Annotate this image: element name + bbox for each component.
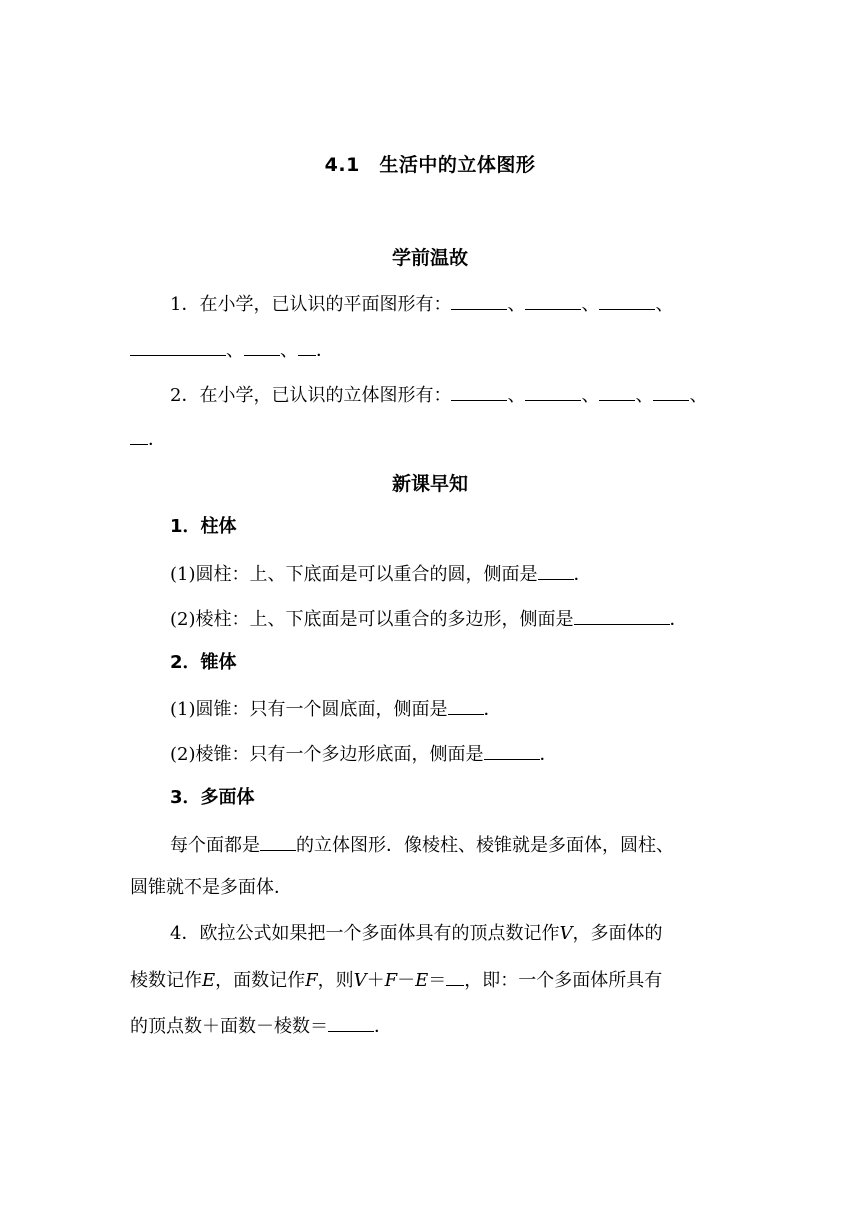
- variable-f: F: [305, 970, 318, 991]
- minus-sign: －: [397, 970, 416, 991]
- polyhedron-line1: [170, 832, 730, 858]
- answer-blank[interactable]: [599, 291, 655, 310]
- answer-blank[interactable]: [446, 967, 464, 986]
- answer-blank[interactable]: [574, 606, 670, 625]
- heading-polyhedron: 3．多面体: [170, 787, 255, 808]
- answer-blank[interactable]: [525, 291, 581, 310]
- answer-blank[interactable]: [653, 382, 689, 401]
- review-q1-line1: [170, 291, 730, 317]
- separator: ．: [148, 429, 166, 450]
- answer-blank[interactable]: [538, 561, 574, 580]
- answer-blank[interactable]: [328, 1013, 374, 1032]
- review-q1-line2: [130, 337, 730, 363]
- euler-text: ，则: [317, 970, 354, 991]
- polyhedron-line2: 圆锥就不是多面体．: [130, 877, 292, 898]
- euler-text: ，即：一个多面体所具有: [464, 970, 663, 991]
- cylinder-line: [170, 561, 730, 587]
- prism-text: (2)棱柱：上、下底面是可以重合的多边形，侧面是: [170, 609, 574, 630]
- answer-blank[interactable]: [260, 832, 296, 851]
- separator: ．: [669, 609, 688, 630]
- section-title-preview: 新课早知: [391, 473, 468, 495]
- euler-text: 4．欧拉公式如果把一个多面体具有的顶点数记作: [170, 923, 560, 944]
- cone-text: (1)圆锥：只有一个圆底面，侧面是: [170, 699, 448, 720]
- review-q2-line1: [170, 382, 730, 408]
- separator: 、: [581, 294, 600, 315]
- variable-v: V: [559, 923, 573, 944]
- answer-blank[interactable]: [130, 426, 148, 445]
- answer-blank[interactable]: [244, 337, 280, 356]
- euler-text: 棱数记作: [130, 970, 202, 991]
- prism-line: [170, 606, 730, 632]
- answer-blank[interactable]: [130, 337, 226, 356]
- plus-sign: ＋: [366, 970, 385, 991]
- variable-f: F: [384, 970, 398, 991]
- cone-line: [170, 696, 730, 722]
- heading-prism-cylinder: 1．柱体: [170, 516, 237, 537]
- review-q2-text: 2．在小学，已认识的立体图形有：: [170, 385, 452, 406]
- page-title: 4.1 生活中的立体图形: [324, 154, 536, 176]
- polyhedron-text: 的立体图形．像棱柱、棱锥就是多面体，圆柱、: [296, 835, 674, 856]
- equals-sign: ＝: [428, 970, 447, 991]
- separator: ．: [483, 699, 502, 720]
- answer-blank[interactable]: [298, 337, 316, 356]
- answer-blank[interactable]: [599, 382, 635, 401]
- euler-line1: [170, 922, 730, 946]
- separator: 、: [635, 385, 654, 406]
- answer-blank[interactable]: [484, 741, 540, 760]
- answer-blank[interactable]: [448, 696, 484, 715]
- euler-line2: [130, 967, 730, 993]
- separator: ．: [316, 340, 334, 361]
- answer-blank[interactable]: [451, 382, 507, 401]
- pyramid-text: (2)棱锥：只有一个多边形底面，侧面是: [170, 744, 484, 765]
- pyramid-line: [170, 741, 730, 767]
- separator: 、: [655, 294, 674, 315]
- euler-text: 的顶点数＋面数－棱数＝: [130, 1016, 328, 1037]
- answer-blank[interactable]: [451, 291, 507, 310]
- separator: 、: [689, 385, 708, 406]
- euler-text: ，面数记作: [215, 970, 306, 991]
- variable-e: E: [202, 970, 216, 991]
- separator: 、: [507, 385, 526, 406]
- separator: 、: [507, 294, 526, 315]
- euler-text: ，多面体的: [572, 923, 663, 944]
- review-q2-line2: [130, 426, 730, 452]
- cylinder-text: (1)圆柱：上、下底面是可以重合的圆，侧面是: [170, 564, 538, 585]
- heading-cone-pyramid: 2．锥体: [170, 652, 237, 673]
- variable-v: V: [353, 970, 367, 991]
- answer-blank[interactable]: [525, 382, 581, 401]
- separator: ．: [374, 1016, 392, 1037]
- separator: ．: [539, 744, 558, 765]
- euler-line3: [130, 1013, 730, 1039]
- separator: 、: [226, 340, 244, 361]
- separator: ．: [573, 564, 592, 585]
- separator: 、: [581, 385, 600, 406]
- section-title-review: 学前温故: [391, 247, 468, 269]
- review-q1-text: 1．在小学，已认识的平面图形有：: [170, 294, 452, 315]
- variable-e: E: [415, 970, 429, 991]
- separator: 、: [280, 340, 298, 361]
- polyhedron-text: 每个面都是: [170, 835, 260, 856]
